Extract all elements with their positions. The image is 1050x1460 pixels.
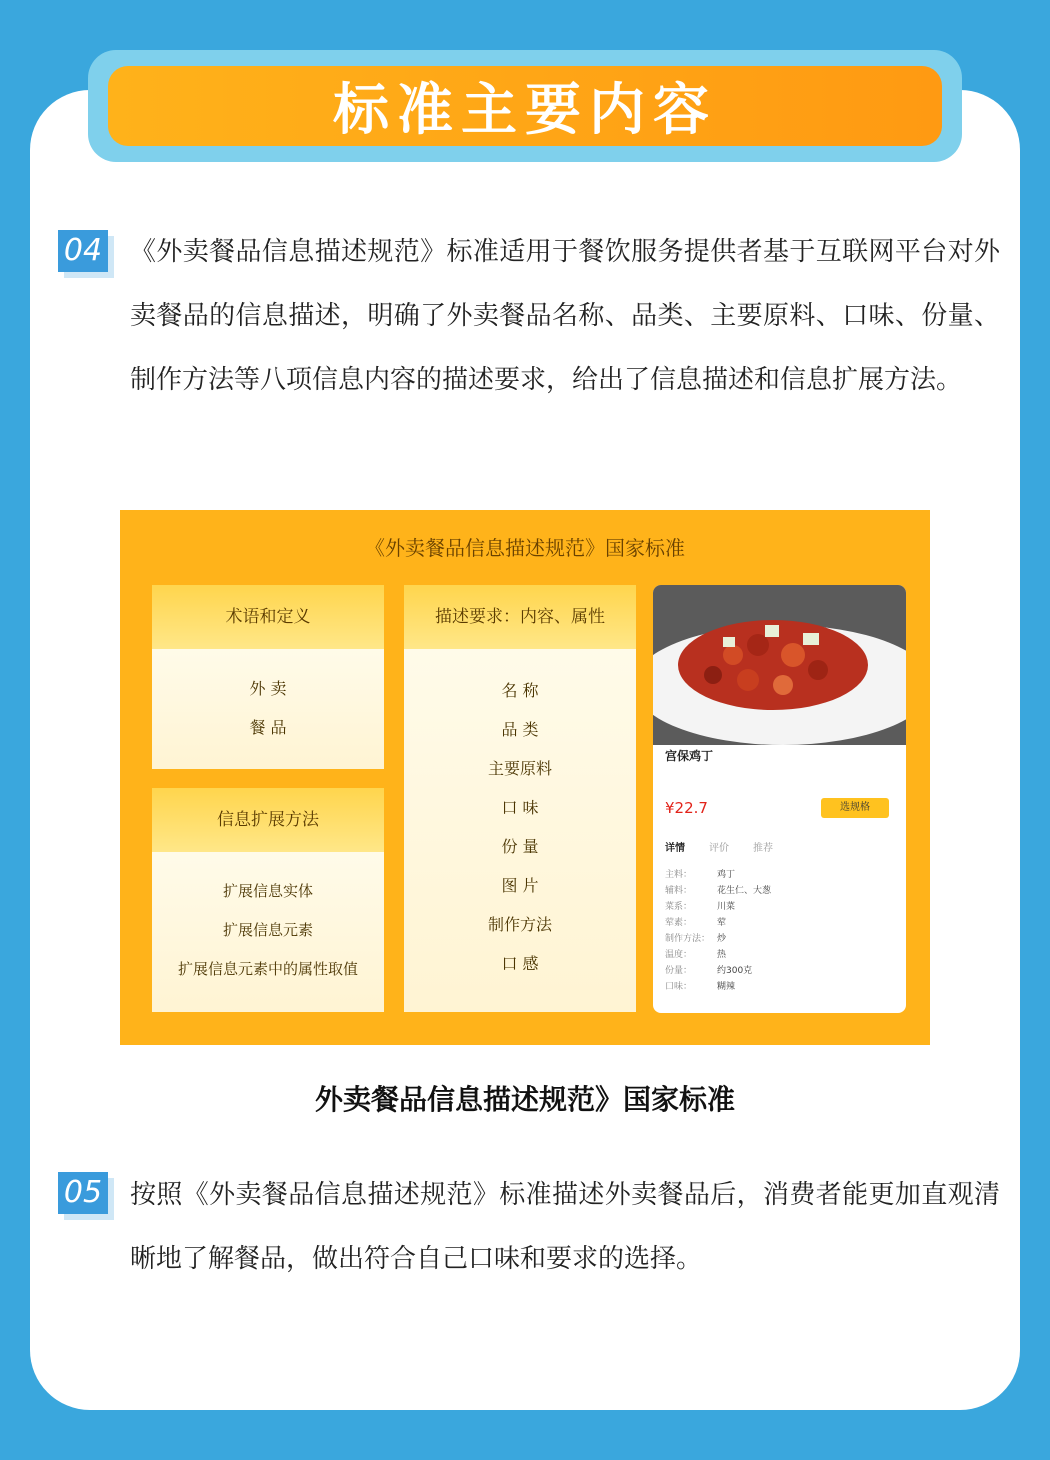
term-item: 外 卖 <box>249 679 287 698</box>
requirement-item: 品 类 <box>501 720 539 739</box>
term-item: 餐 品 <box>249 718 287 737</box>
extension-heading: 信息扩展方法 <box>152 788 384 852</box>
detail-row: 辅料： 花生仁、大葱 <box>665 886 772 896</box>
extension-item: 扩展信息元素中的属性取值 <box>177 960 358 978</box>
terms-list <box>152 649 384 769</box>
dish-name: 宫保鸡丁 <box>665 749 714 763</box>
detail-row: 温度： 热 <box>665 950 727 960</box>
select-spec-button[interactable]: 选规格 <box>821 798 889 818</box>
dish-illustration <box>653 585 906 745</box>
requirement-item: 主要原料 <box>487 759 552 778</box>
detail-row: 荤素： 荤 <box>665 918 727 928</box>
tab-recommend[interactable]: 推荐 <box>753 843 773 854</box>
requirements-heading: 描述要求：内容、属性 <box>404 585 636 649</box>
figure-caption: 外卖餐品信息描述规范》国家标准 <box>314 1083 735 1116</box>
extension-list <box>152 852 384 1012</box>
standard-figure <box>120 510 930 1045</box>
dish-price: ¥22.7 <box>665 799 708 817</box>
requirement-item: 口 味 <box>501 798 539 817</box>
extension-item: 扩展信息元素 <box>222 921 313 939</box>
detail-row: 口味： 糊辣 <box>665 982 736 992</box>
terms-heading: 术语和定义 <box>152 585 384 649</box>
requirement-item: 口 感 <box>501 954 539 973</box>
section-number-05: 05 <box>58 1172 108 1214</box>
requirement-item: 图 片 <box>501 876 539 895</box>
section-04-text: 《外卖餐品信息描述规范》标准适用于餐饮服务提供者基于互联网平台对外卖餐品的信息描述，明确了外卖餐品名称、品类、主要原料、口味、份量、制作方法等八项信息内容的描述要求，给出了信息描述和信息扩展方法。 <box>130 237 1000 395</box>
section-05-text: 按照《外卖餐品信息描述规范》标准描述外卖餐品后，消费者能更加直观清晰地了解餐品，做出符合自己口味和要求的选择。 <box>130 1180 1000 1274</box>
requirement-item: 制作方法 <box>487 915 552 934</box>
detail-list <box>665 867 895 995</box>
detail-row: 制作方法： 炒 <box>665 934 727 944</box>
tab-reviews[interactable]: 评价 <box>709 843 729 854</box>
tab-details[interactable]: 详情 <box>665 843 685 854</box>
requirement-item: 名 称 <box>501 681 539 700</box>
detail-row: 主料： 鸡丁 <box>665 870 736 880</box>
detail-row: 菜系： 川菜 <box>665 902 736 912</box>
dish-photo <box>653 585 906 745</box>
app-screenshot <box>653 585 906 1013</box>
detail-row: 份量： 约300克 <box>665 966 753 976</box>
figure-title: 《外卖餐品信息描述规范》国家标准 <box>365 536 685 560</box>
requirements-list <box>404 649 636 1012</box>
requirement-item: 份 量 <box>501 837 539 856</box>
extension-item: 扩展信息实体 <box>222 882 313 900</box>
page-title: 标准主要内容 <box>108 66 942 146</box>
section-number-04: 04 <box>58 230 108 272</box>
